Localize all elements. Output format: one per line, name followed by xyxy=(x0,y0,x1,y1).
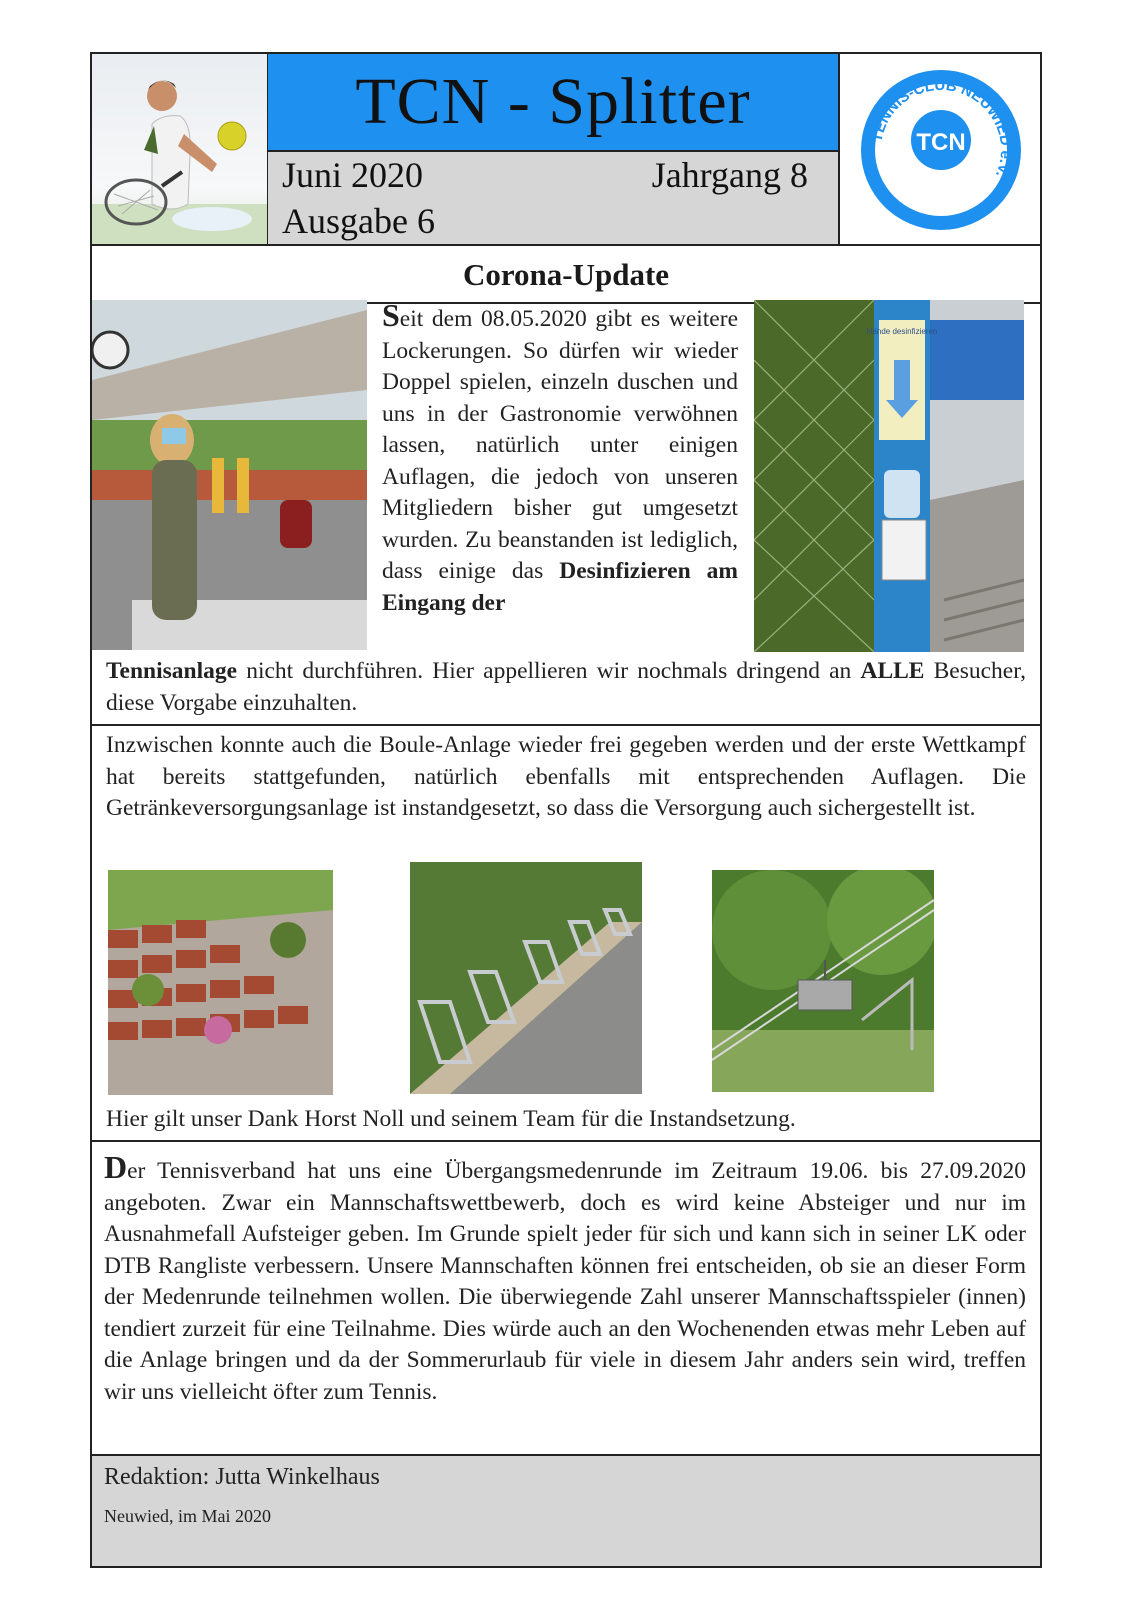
photo-caption xyxy=(106,1104,1026,1136)
block-divider-1 xyxy=(92,724,1040,726)
sign-text: Hände desinfizieren xyxy=(866,327,938,336)
newsletter-title: TCN - Splitter xyxy=(355,65,751,138)
photo-disinfection-station xyxy=(754,300,1024,652)
dropcap-s: S xyxy=(382,297,400,333)
tennis-player-image xyxy=(92,54,269,246)
club-logo xyxy=(842,54,1040,246)
editor-credit: Redaktion: Jutta Winkelhaus xyxy=(104,1464,380,1490)
logo-ring-text: TENNIS-CLUB NEUWIED e.V. xyxy=(868,76,1015,180)
section-title-text: Corona-Update xyxy=(462,257,670,292)
header-divider xyxy=(92,244,1040,246)
issue-month: Juni 2020 xyxy=(282,155,424,195)
issue-number: Ausgabe 6 xyxy=(282,201,435,241)
photo-drinks-supply xyxy=(712,870,934,1092)
photo-boule-court xyxy=(410,862,642,1094)
article-medenrunde-body: er Tennisverband hat uns eine Übergangsmedenrunde im Zeitraum 19.06. bis 27.09.2020 angeboten. Zwar ein Mannschaftswettbewerb, doch es wird keine Absteiger und nur im Ausnahmefall Aufsteiger geben. Im Grunde spielt jeder für sich und kann sich in seiner LK oder DTB Rangliste verbessern. Unsere Mannschaften können frei entscheiden, ob sie an dieser Form der Medenrunde teilnehmen wollen. Die überwiegende Zahl unserer Mannschaftsspieler (innen) tendiert zurzeit für eine Teilnahme. Dies würde auch an den Wochenenden etwas mehr Leben auf die Anlage bringen und da der Sommerurlaub für viele in diesem Jahr anders sein wird, treffen wir uns vielleicht öfter zum Tennis. xyxy=(104,1158,1026,1405)
photo-caption-text: Hier gilt unser Dank Horst Noll und seinem Team für die Instandsetzung. xyxy=(106,1106,796,1132)
place-date: Neuwied, im Mai 2020 xyxy=(104,1506,271,1526)
block-divider-2 xyxy=(92,1140,1040,1142)
article-corona-continued xyxy=(106,656,1026,719)
photo-planter-wall xyxy=(108,870,333,1095)
newsletter-page xyxy=(90,52,1042,1568)
article-corona-end: Besucher, diese Vorgabe einzuhalten. xyxy=(106,658,1027,716)
section-title xyxy=(92,248,1040,304)
dropcap-d: D xyxy=(104,1149,128,1185)
photo-gastronomy-waitress xyxy=(92,300,367,650)
emphasis-tennisanlage: Tennisanlage xyxy=(106,658,238,684)
volume-year: Jahrgang 8 xyxy=(651,155,808,195)
article-corona-emphasis: Desinfizieren am Eingang der xyxy=(382,558,738,616)
article-corona-mid: nicht durchführen. Hier appellieren wir nochmals dringend an xyxy=(237,658,861,684)
emphasis-alle: ALLE xyxy=(860,658,925,684)
article-corona-body: eit dem 08.05.2020 gibt es weitere Lockerungen. So dürfen wir wieder Doppel spielen, einzeln duschen und uns in der Gastronomie verwöhnen lassen, natürlich unter einigen Auflagen, die jedoch von unseren Mitgliedern bisher gut umgesetzt wurden. Zu beanstanden ist lediglich, dass einige das xyxy=(382,306,738,584)
article-corona-text xyxy=(382,297,738,619)
logo-tcn-text: TCN xyxy=(916,129,966,156)
newsletter-title-bar xyxy=(268,54,840,152)
article-boule-text xyxy=(106,730,1026,825)
article-medenrunde-text xyxy=(104,1149,1026,1408)
issue-info xyxy=(268,152,840,246)
article-boule-body: Inzwischen konnte auch die Boule-Anlage wieder frei gegeben werden und der erste Wettkampf hat bereits stattgefunden, natürlich ebenfalls mit entsprechenden Auflagen. Die Getränkeversorgungsanlage ist instandgesetzt, so dass die Versorgung auch sichergestellt ist. xyxy=(106,732,1026,821)
footer xyxy=(92,1456,1040,1566)
